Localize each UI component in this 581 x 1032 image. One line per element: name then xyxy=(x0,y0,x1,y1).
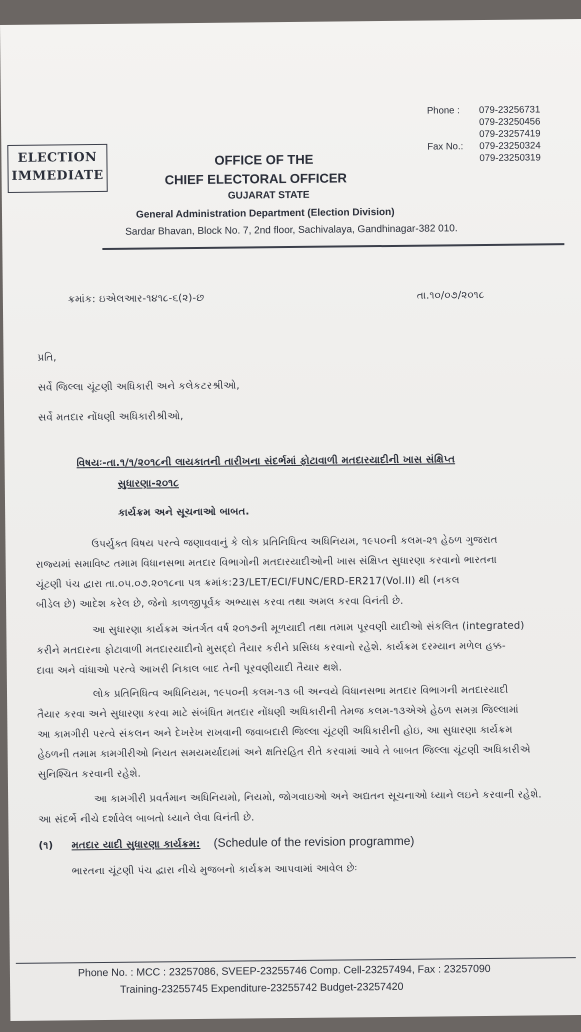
section-number: (૧) xyxy=(38,840,54,852)
phone-number-2: 079-23250456 xyxy=(479,116,541,129)
subject-line-3: કાર્યક્રમ અને સૂચનાઓ બાબત. xyxy=(118,506,250,519)
para-1-line: બીડેલ છે) આદેશ કરેલ છે, જેનો કાળજીપૂર્વક અભ્યાસ કરવા તથા અમલ કરવા વિનંતી છે. xyxy=(36,595,404,611)
department-name: General Administration Department (Election Division) xyxy=(135,206,395,221)
subject-line-2: સુધારણા-૨૦૧૮ xyxy=(117,478,180,490)
letter-date: તા.૧૦/૦૭/૨૦૧૮ xyxy=(416,289,485,302)
section-title-gujarati: મતદાર યાદી સુધારણા કાર્યક્રમ: xyxy=(71,838,201,852)
office-address: Sardar Bhavan, Block No. 7, 2nd floor, Sachivalaya, Gandhinagar-382 010. xyxy=(125,223,458,238)
para-2-line: દાવા અને વાંધાઓ પરત્વે આખરી નિકાલ બાદ તેની પૂરવણીયાદી તૈયાર થશે. xyxy=(36,662,343,677)
para-3-line: તૈયાર કરવા અને સુધારણા કરવા માટે સંબંધિત મતદાર નોંધણી અધિકારીની તેમજ કલમ-૧૩એએ હેઠળ સમગ્ર જિલ્લામાં xyxy=(37,704,519,721)
para-2-line: આ સુધારણા કાર્યક્રમ અંતર્ગત વર્ષ ૨૦૧૭ની મૂળયાદી તથા તમામ પૂરવણી યાદીઓ સંકલિત (integrated) xyxy=(92,620,525,637)
phone-label: Phone : xyxy=(426,105,460,117)
letterhead-divider xyxy=(102,243,564,249)
para-3-line: લોક પ્રતિનિધિત્વ અધિનિયમ, ૧૯૫૦ની કલમ-૧૩ બી અન્વયે વિધાનસભા મતદાર વિભાગની મતદારયાદી xyxy=(92,684,509,701)
footer-divider xyxy=(16,957,576,964)
para-1-line: ચૂંટણી પંચ દ્વારા તા.૦૫.૦૭.૨૦૧૮ના પત્ર ક્રમાંક:23/LET/ECI/FUNC/ERD-ER217(Vol.II) થી (નકલ xyxy=(35,575,460,591)
footer-extension-line: Training-23255745 Expenditure-23255742 Budget-23257420 xyxy=(120,980,404,996)
para-3-line: આ કામગીરી પરત્વે સંકલન અને દેખરેખ રાખવાની જવાબદારી જિલ્લા ચૂંટણી અધિકારીની હોઇ, આ સુધારણા કાર્યક્રમ xyxy=(37,724,513,741)
phone-number-1: 079-23256731 xyxy=(478,104,541,117)
para-3-line: સુનિશ્ચિત કરવાની રહેશે. xyxy=(37,768,142,781)
section-title-english: (Schedule of the revision programme) xyxy=(213,833,415,850)
stamp-line-1: ELECTION xyxy=(17,149,98,165)
stamp-line-2: IMMEDIATE xyxy=(11,166,104,183)
para-4-line: આ સંદર્ભે નીચે દર્શાવેલ બાબતો ધ્યાને લેવા વિનંતી છે. xyxy=(38,812,255,826)
letter-page xyxy=(0,19,581,1021)
state-name: GUJARAT STATE xyxy=(227,189,310,202)
section-intro: ભારતના ચૂંટણી પંચ દ્વારા નીચે મુજબનો કાર્યક્રમ આપવામાં આવેલ છેઃ xyxy=(71,863,358,878)
election-immediate-stamp xyxy=(7,144,107,193)
footer-phone-line: Phone No. : MCC : 23257086, SVEEP-23255746 Comp. Cell-23257494, Fax : 23257090 xyxy=(77,962,491,980)
office-title: OFFICE OF THE xyxy=(214,151,314,168)
chief-electoral-officer-title: CHIEF ELECTORAL OFFICER xyxy=(164,170,347,188)
addressee-line-2: સર્વે મતદાર નોંધણી અધિકારીશ્રીઓ, xyxy=(38,411,184,424)
para-1-line: ઉપર્યુક્ત વિષય પરત્વે જણાવવાનું કે લોક પ્રતિનિધિત્વ અધિનિયમ, ૧૯૫૦ની કલમ-૨૧ હેઠળ ગુજરાત xyxy=(91,534,498,551)
para-3-line: હેઠળની તમામ કામગીરીઓ નિયત સમયમર્યાદામાં અને ક્ષતિરહિત રીતે કરવામાં આવે તે બાબત જિલ્લા ચૂંટણી અધિકારીએ xyxy=(37,744,531,761)
subject-line-1: વિષયઃ-તા.૧/૧/૨૦૧૮ની લાયકાતની તારીખના સંદર્ભમાં ફોટાવાળી મતદારયાદીની ખાસ સંક્ષિપ્ત xyxy=(76,454,456,470)
fax-number-1: 079-23250324 xyxy=(479,140,541,153)
addressee-line-1: સર્વે જિલ્લા ચૂંટણી અધિકારી અને કલેકટરશ્રીઓ, xyxy=(37,380,240,394)
reference-number: ક્રમાંક: ઇએલઆર-૧૪૧૮-૬(૨)-છ xyxy=(67,292,205,306)
fax-label: Fax No.: xyxy=(427,141,464,153)
para-2-line: કરીને મતદારના ફોટાવાળી મતદારયાદીનો મુસદ્દો તૈયાર કરીને પ્રસિધ્ધ કરવાનો રહેશે. કાર્યક્રમ દરમ્યાન મળેલ હક્ક- xyxy=(36,640,506,657)
addressee-salutation: પ્રતિ, xyxy=(37,352,57,364)
para-4-line: આ કામગીરી પ્રવર્તમાન અધિનિયમો, નિયમો, જોગવાઇઓ અને અદ્યતન સૂચનાઓ ધ્યાને લઇને કરવાની રહેશે. xyxy=(94,789,542,806)
phone-number-3: 079-23257419 xyxy=(479,128,541,141)
para-1-line: રાજ્યમાં સમાવિષ્ટ તમામ વિધાનસભા મતદાર વિભાગોની મતદારયાદીઓની ખાસ સંક્ષિપ્ત સુધારણા કરવાનો ભારતના xyxy=(35,554,497,571)
fax-number-2: 079-23250319 xyxy=(479,152,541,165)
